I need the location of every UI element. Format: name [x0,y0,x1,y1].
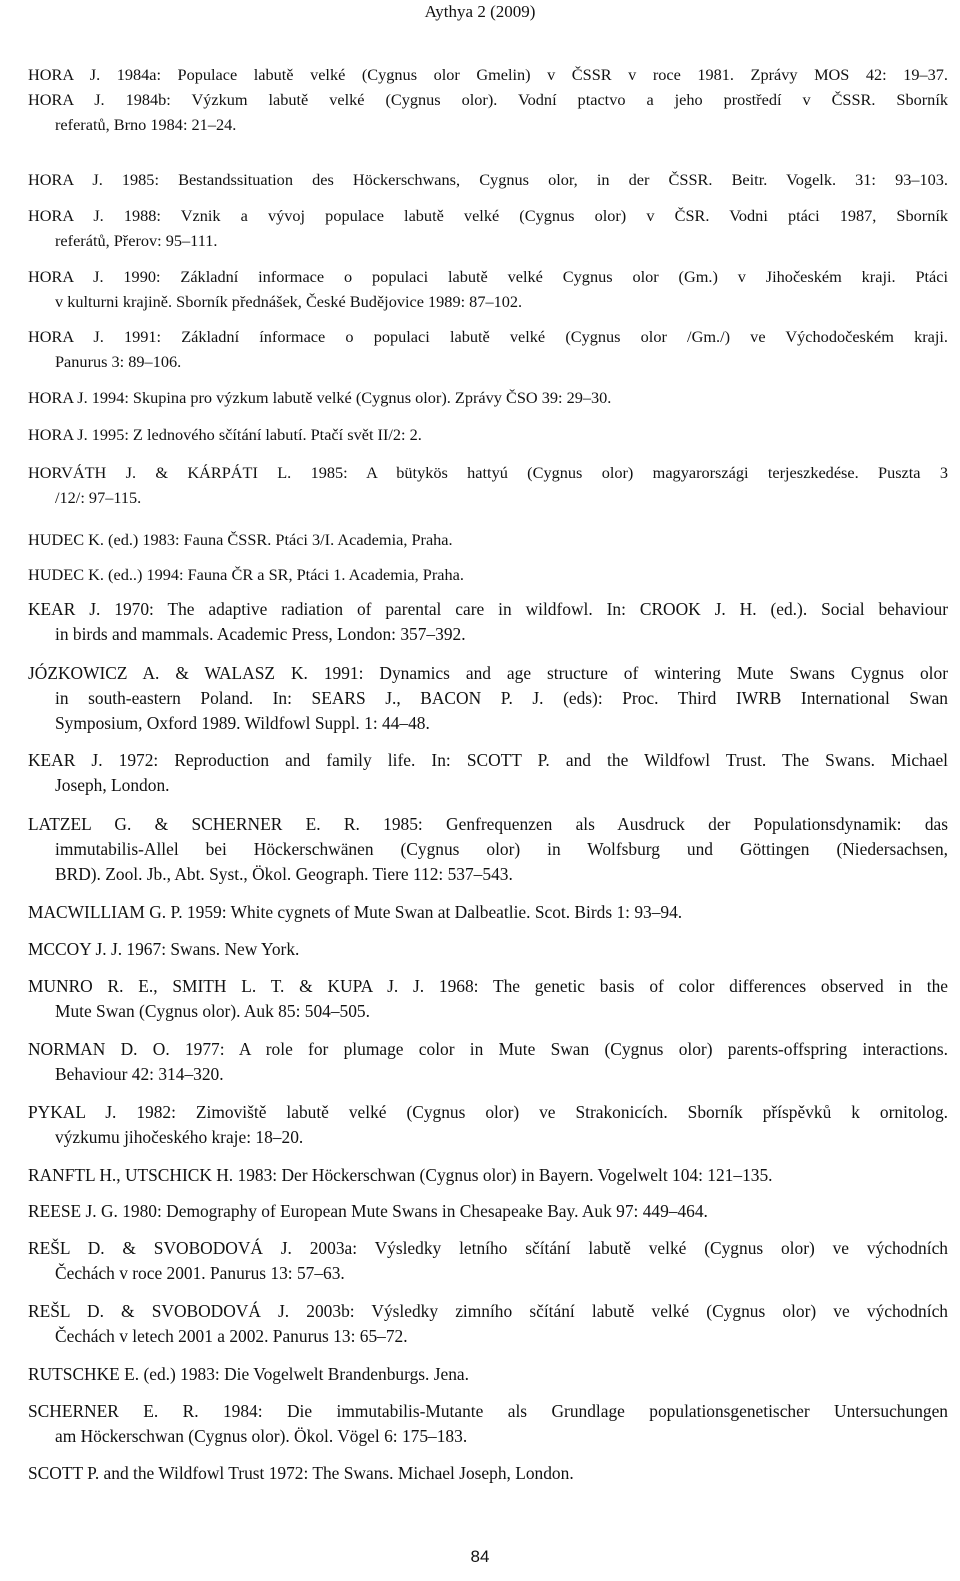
reference-line: Behaviour 42: 314–320. [55,1064,224,1084]
reference-line: HORA J. 1984b: Výzkum labutě velké (Cygnus olor). Vodní ptactvo a jeho prostředí v ČSSR. Sborník [28,90,948,109]
reference-line: HORVÁTH J. & KÁRPÁTI L. 1985: A bütykös hattyú (Cygnus olor) magyarországi terjeszkedése. Puszta 3 [28,463,948,482]
reference-line: KEAR J. 1972: Reproduction and family life. In: SCOTT P. and the Wildfowl Trust. The Swans. Michael [28,750,948,770]
reference-line: HUDEC K. (ed..) 1994: Fauna ČR a SR, Ptáci 1. Academia, Praha. [28,565,464,584]
reference-line: HORA J. 1985: Bestandssituation des Höckerschwans, Cygnus olor, in der ČSSR. Beitr. Vogelk. 31: 93–103. [28,170,948,189]
reference-line: BRD). Zool. Jb., Abt. Syst., Ökol. Geograph. Tiere 112: 537–543. [55,864,513,884]
reference-line: MUNRO R. E., SMITH L. T. & KUPA J. J. 1968: The genetic basis of color differences observed in the [28,976,948,996]
reference-line: HORA J. 1991: Základní ínformace o populaci labutě velké (Cygnus olor /Gm./) ve Východočeském kraji. [28,327,948,346]
reference-line: SCOTT P. and the Wildfowl Trust 1972: The Swans. Michael Joseph, London. [28,1463,574,1483]
reference-line: HORA J. 1990: Základní informace o populaci labutě velké Cygnus olor (Gm.) v Jihočeském kraji. Ptáci [28,267,948,286]
reference-line: Joseph, London. [55,775,170,795]
reference-line: in birds and mammals. Academic Press, London: 357–392. [55,624,466,644]
reference-line: PYKAL J. 1982: Zimoviště labutě velké (Cygnus olor) ve Strakonicích. Sborník příspěvků k ornitolog. [28,1102,948,1122]
reference-line: výzkumu jihočeského kraje: 18–20. [55,1127,304,1147]
reference-line: JÓZKOWICZ A. & WALASZ K. 1991: Dynamics and age structure of wintering Mute Swans Cygnus olor [28,663,948,683]
reference-line: Mute Swan (Cygnus olor). Auk 85: 504–505. [55,1001,370,1021]
reference-line: SCHERNER E. R. 1984: Die immutabilis-Mutante als Grundlage populationsgenetischer Untersuchungen [28,1401,948,1421]
reference-line: MACWILLIAM G. P. 1959: White cygnets of Mute Swan at Dalbeatlie. Scot. Birds 1: 93–94. [28,902,683,922]
reference-line: HORA J. 1984a: Populace labutě velké (Cygnus olor Gmelin) v ČSSR v roce 1981. Zprávy MOS 42: 19–37. [28,65,948,84]
reference-line: RUTSCHKE E. (ed.) 1983: Die Vogelwelt Brandenburgs. Jena. [28,1364,469,1384]
reference-line: REŠL D. & SVOBODOVÁ J. 2003b: Výsledky zimního sčítání labutě velké (Cygnus olor) ve východních [28,1301,948,1321]
reference-line: RANFTL H., UTSCHICK H. 1983: Der Höckerschwan (Cygnus olor) in Bayern. Vogelwelt 104: 121–135. [28,1165,773,1185]
reference-line: in south-eastern Poland. In: SEARS J., BACON P. J. (eds): Proc. Third IWRB International Swan [55,688,948,708]
reference-line: HORA J. 1988: Vznik a vývoj populace labutě velké (Cygnus olor) v ČSR. Vodni ptáci 1987, Sborník [28,206,948,225]
page-number: 84 [470,1547,490,1566]
reference-line: REŠL D. & SVOBODOVÁ J. 2003a: Výsledky letního sčítání labutě velké (Cygnus olor) ve východních [28,1238,948,1258]
reference-line: /12/: 97–115. [55,488,142,507]
reference-line: HORA J. 1994: Skupina pro výzkum labutě velké (Cygnus olor). Zprávy ČSO 39: 29–30. [28,388,612,407]
reference-line: referátů, Přerov: 95–111. [55,231,218,250]
reference-line: immutabilis-Allel bei Höckerschwänen (Cygnus olor) in Wolfsburg und Göttingen (Niedersachsen, [55,839,948,859]
reference-line: Panurus 3: 89–106. [55,352,182,371]
reference-line: v kulturni krajině. Sborník přednášek, České Budějovice 1989: 87–102. [55,292,523,311]
reference-line: HORA J. 1995: Z lednového sčítání labutí. Ptačí svět II/2: 2. [28,425,422,444]
reference-line: MCCOY J. J. 1967: Swans. New York. [28,939,300,959]
reference-line: REESE J. G. 1980: Demography of European Mute Swans in Chesapeake Bay. Auk 97: 449–464. [28,1201,708,1221]
reference-line: LATZEL G. & SCHERNER E. R. 1985: Genfrequenzen als Ausdruck der Populationsdynamik: das [28,814,948,834]
reference-line: am Höckerschwan (Cygnus olor). Ökol. Vögel 6: 175–183. [55,1426,468,1446]
running-header: Aythya 2 (2009) [424,2,536,21]
reference-line: HUDEC K. (ed.) 1983: Fauna ČSSR. Ptáci 3/I. Academia, Praha. [28,530,453,549]
reference-line: referatů, Brno 1984: 21–24. [55,115,237,134]
reference-line: KEAR J. 1970: The adaptive radiation of parental care in wildfowl. In: CROOK J. H. (ed.). Social behaviour [28,599,948,619]
reference-line: NORMAN D. O. 1977: A role for plumage color in Mute Swan (Cygnus olor) parents-offspring interactions. [28,1039,948,1059]
reference-line: Čechách v letech 2001 a 2002. Panurus 13: 65–72. [55,1326,408,1346]
reference-line: Symposium, Oxford 1989. Wildfowl Suppl. 1: 44–48. [55,713,430,733]
reference-line: Čechách v roce 2001. Panurus 13: 57–63. [55,1263,345,1283]
